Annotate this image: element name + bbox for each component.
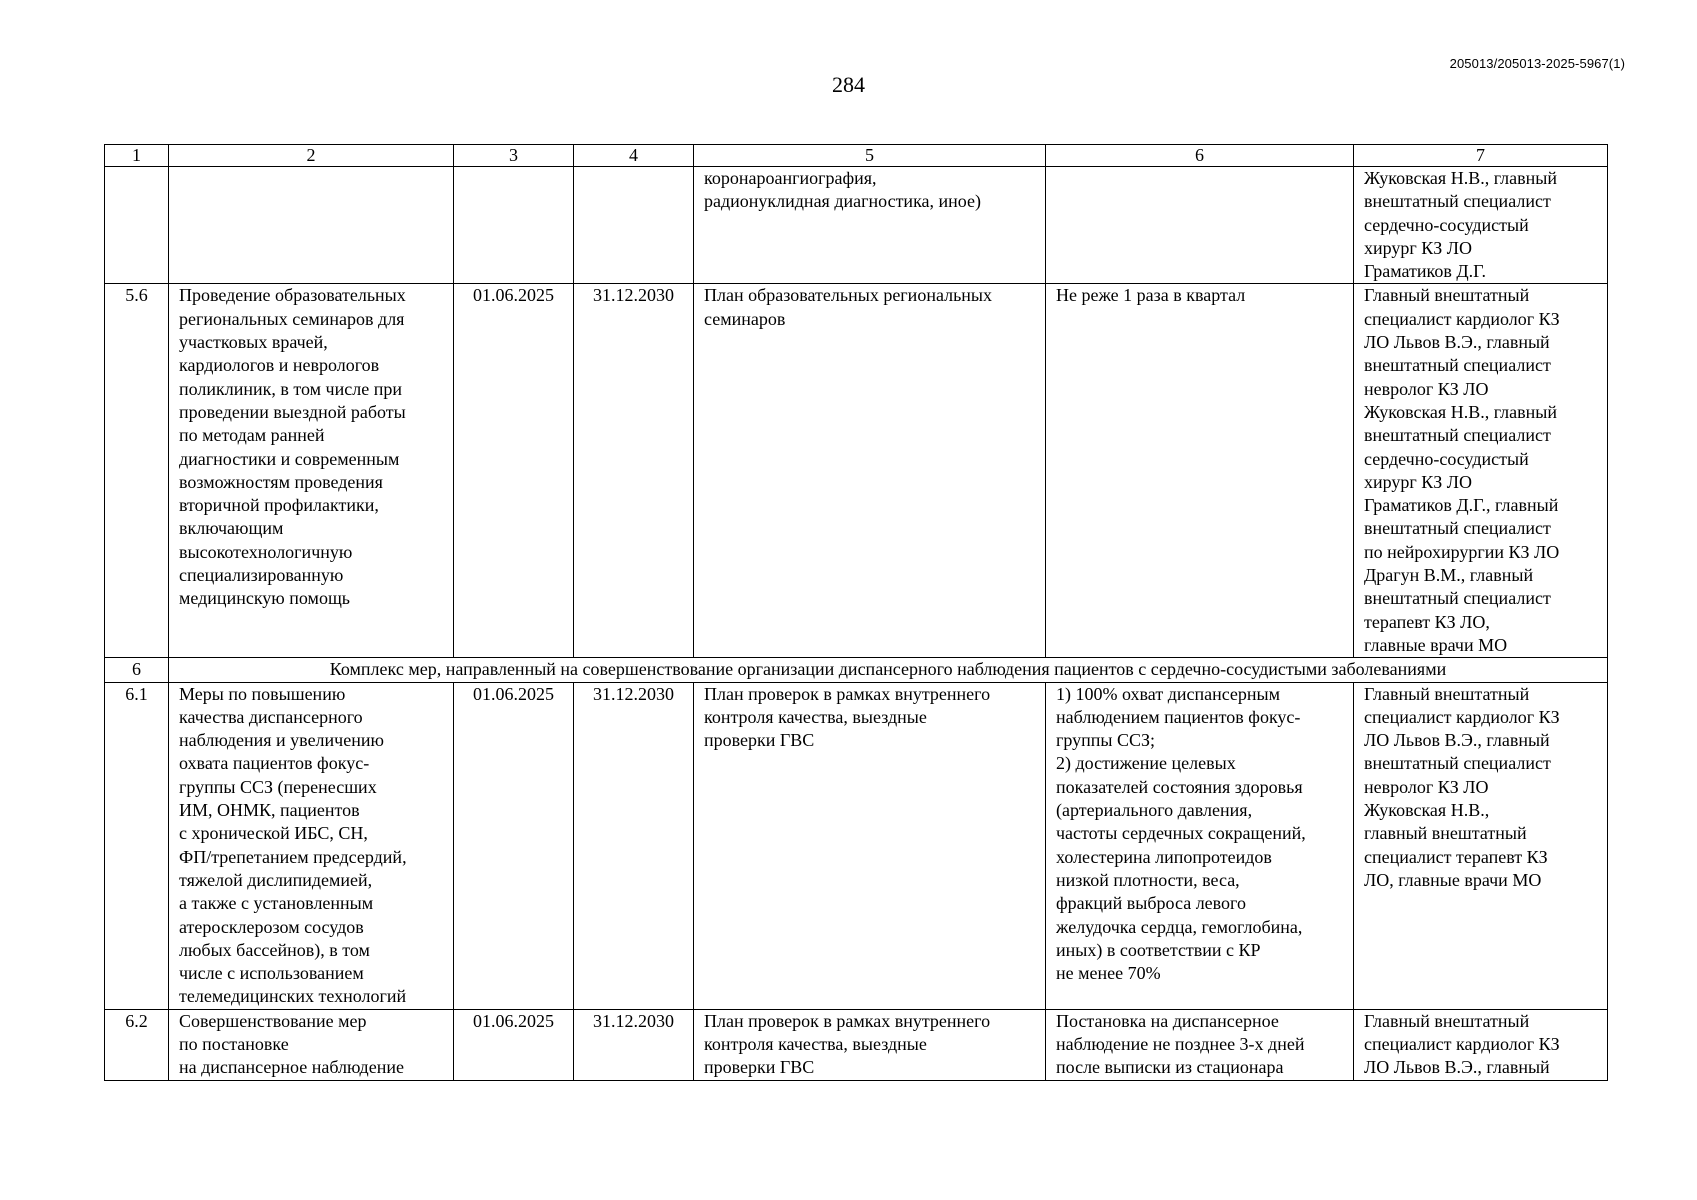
cell-result: План проверок в рамках внутреннего контроля качества, выездные проверки ГВС [694, 1009, 1046, 1080]
section-title: Комплекс мер, направленный на совершенствование организации диспансерного наблюдения пациентов с сердечно-сосудистыми заболеваниями [169, 658, 1608, 682]
table-row-6-1 [105, 682, 1608, 1009]
cell-end-date: 31.12.2030 [574, 284, 694, 658]
cell-action: Совершенствование мер по постановке на диспансерное наблюдение [169, 1009, 454, 1080]
cell-result: План проверок в рамках внутреннего контроля качества, выездные проверки ГВС [694, 682, 1046, 1009]
column-number-4: 4 [574, 145, 694, 167]
cell-responsible: Главный внештатный специалист кардиолог КЗ ЛО Львов В.Э., главный внештатный специалист невролог КЗ ЛО Жуковская Н.В., главный внештатный специалист сердечно-сосудистый хирург КЗ ЛО Граматиков Д.Г., главный внештатный специалист по нейрохирургии КЗ ЛО Драгун В.М., главный внештатный специалист терапевт КЗ ЛО, главные врачи МО [1354, 284, 1608, 658]
column-number-2: 2 [169, 145, 454, 167]
page-number: 284 [832, 72, 865, 97]
table-row-5-6 [105, 284, 1608, 658]
document-id: 205013/205013-2025-5967(1) [1449, 56, 1625, 71]
cell-action: Меры по повышению качества диспансерного наблюдения и увеличению охвата пациентов фокус- группы ССЗ (перенесших ИМ, ОНМК, пациентов с хронической ИБС, СН, ФП/трепетанием предсердий, тяжелой дислипидемией, а также с установленным атеросклерозом сосудов любых бассейнов), в том числе с использованием телемедицинских технологий [169, 682, 454, 1009]
cell-result: План образовательных региональных семинаров [694, 284, 1046, 658]
cell-responsible: Главный внештатный специалист кардиолог КЗ ЛО Львов В.Э., главный внештатный специалист невролог КЗ ЛО Жуковская Н.В., главный внештатный специалист терапевт КЗ ЛО, главные врачи МО [1354, 682, 1608, 1009]
cell-result: коронароангиография, радионуклидная диагностика, иное) [694, 167, 1046, 284]
cell-num: 5.6 [105, 284, 169, 658]
column-number-7: 7 [1354, 145, 1608, 167]
cell-start-date: 01.06.2025 [454, 284, 574, 658]
cell-end-date: 31.12.2030 [574, 682, 694, 1009]
cell-indicator: Постановка на диспансерное наблюдение не позднее 3-х дней после выписки из стационара [1046, 1009, 1354, 1080]
cell-start-date: 01.06.2025 [454, 682, 574, 1009]
cell-num: 6.1 [105, 682, 169, 1009]
cell-action [169, 167, 454, 284]
cell-indicator: Не реже 1 раза в квартал [1046, 284, 1354, 658]
cell-start-date [454, 167, 574, 284]
cell-start-date: 01.06.2025 [454, 1009, 574, 1080]
cell-end-date [574, 167, 694, 284]
section-row-6 [105, 658, 1608, 682]
column-number-3: 3 [454, 145, 574, 167]
column-number-6: 6 [1046, 145, 1354, 167]
section-num: 6 [105, 658, 169, 682]
table-row-continuation [105, 167, 1608, 284]
cell-indicator [1046, 167, 1354, 284]
cell-num [105, 167, 169, 284]
cell-num: 6.2 [105, 1009, 169, 1080]
measures-table [104, 144, 1608, 1081]
cell-responsible: Главный внештатный специалист кардиолог КЗ ЛО Львов В.Э., главный [1354, 1009, 1608, 1080]
column-number-5: 5 [694, 145, 1046, 167]
column-number-header-row [105, 145, 1608, 167]
cell-end-date: 31.12.2030 [574, 1009, 694, 1080]
cell-indicator: 1) 100% охват диспансерным наблюдением пациентов фокус- группы ССЗ; 2) достижение целевых показателей состояния здоровья (артериального давления, частоты сердечных сокращений, холестерина липопротеидов низкой плотности, веса, фракций выброса левого желудочка сердца, гемоглобина, иных) в соответствии с КР не менее 70% [1046, 682, 1354, 1009]
cell-action: Проведение образовательных региональных семинаров для участковых врачей, кардиологов и неврологов поликлиник, в том числе при проведении выездной работы по методам ранней диагностики и современным возможностям проведения вторичной профилактики, включающим высокотехнологичную специализированную медицинскую помощь [169, 284, 454, 658]
table-row-6-2 [105, 1009, 1608, 1080]
column-number-1: 1 [105, 145, 169, 167]
cell-responsible: Жуковская Н.В., главный внештатный специалист сердечно-сосудистый хирург КЗ ЛО Граматиков Д.Г. [1354, 167, 1608, 284]
